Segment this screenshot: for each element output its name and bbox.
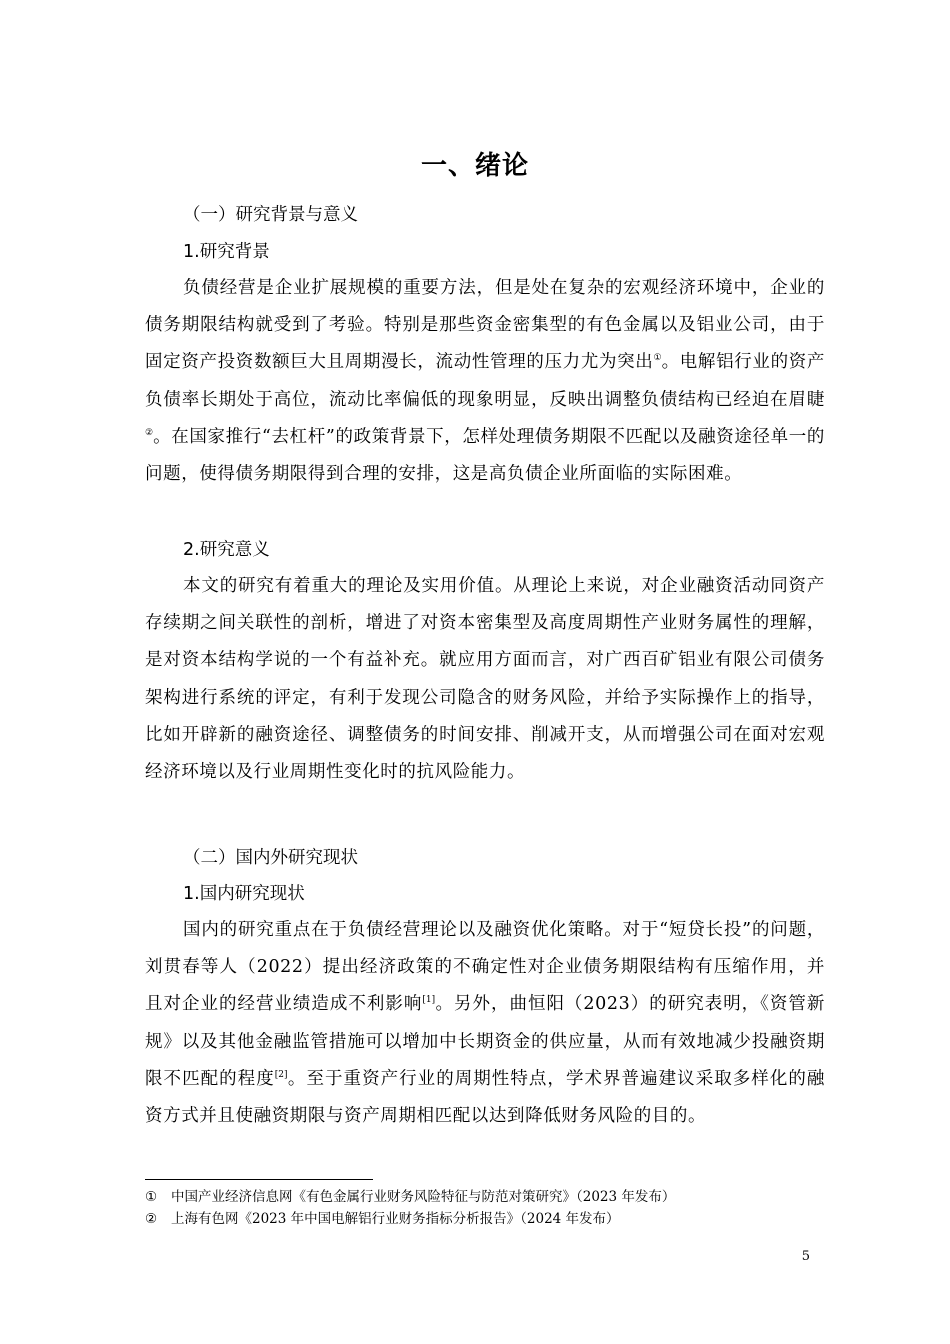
paragraph-text: 国内的研究重点在于负债经营理论以及融资优化策略。对于“短贷长投”的问题，刘贯春等人（2022）提出经济政策的不确定性对企业债务期限结构有压缩作用，并且对企业的经营业绩造成不利影响	[145, 920, 825, 1015]
paragraph-domestic-research	[145, 912, 825, 1135]
subsection-heading-research-significance: 2.研究意义	[183, 540, 270, 560]
footnote-mark: ②	[145, 1211, 158, 1227]
paragraph-text: 。电解铝行业的资产负债率长期处于高位，流动比率偏低的现象明显，反映出调整负债结构已经迫在眉睫	[145, 352, 825, 410]
footnote-mark: ①	[145, 1189, 158, 1205]
subsection-heading-research-background: 1.研究背景	[183, 242, 270, 262]
footnote-text: 上海有色网《2023 年中国电解铝行业财务指标分析报告》（2024 年发布）	[171, 1211, 620, 1227]
paragraph-research-significance	[145, 568, 825, 791]
footnote-1	[145, 1187, 675, 1207]
paragraph-text: 负债经营是企业扩展规模的重要方法，但是处在复杂的宏观经济环境中，企业的债务期限结构就受到了考验。特别是那些资金密集型的有色金属以及铝业公司，由于固定资产投资数额巨大且周期漫长，流动性管理的压力尤为突出	[145, 278, 825, 373]
citation-ref-2[interactable]: [2]	[274, 1069, 288, 1080]
footnote-ref-2[interactable]: ②	[145, 427, 154, 438]
page-number: 5	[801, 1249, 810, 1264]
section-heading-literature-review: （二）国内外研究现状	[183, 848, 358, 868]
footnote-separator	[145, 1179, 373, 1180]
footnote-text: 中国产业经济信息网《有色金属行业财务风险特征与防范对策研究》（2023 年发布）	[171, 1189, 676, 1205]
subsection-heading-domestic-research: 1.国内研究现状	[183, 884, 305, 904]
chapter-title: 一、绪论	[420, 151, 529, 181]
paragraph-text: 本文的研究有着重大的理论及实用价值。从理论上来说，对企业融资活动同资产存续期之间关联性的剖析，增进了对资本密集型及高度周期性产业财务属性的理解，是对资本结构学说的一个有益补充。就应用方面而言，对广西百矿铝业有限公司债务架构进行系统的评定，有利于发现公司隐含的财务风险，并给予实际操作上的指导，比如开辟新的融资途径、调整债务的时间安排、削减开支，从而增强公司在面对宏观经济环境以及行业周期性变化时的抗风险能力。	[145, 576, 825, 783]
paragraph-text: 。在国家推行“去杠杆”的政策背景下，怎样处理债务期限不匹配以及融资途径单一的问题，使得债务期限得到合理的安排，这是高负债企业所面临的实际困难。	[145, 426, 825, 485]
footnote-2	[145, 1209, 620, 1229]
paragraph-research-background	[145, 270, 825, 493]
paragraph-text: 。另外，曲恒阳（2023）的研究表明，《资管新规》以及其他金融监管措施可以增加中长期资金的供应量，从而有效地减少投融资期限不匹配的程度	[145, 994, 825, 1089]
footnote-ref-1[interactable]: ①	[653, 353, 662, 364]
paragraph-text: 。至于重资产行业的周期性特点，学术界普遍建议采取多样化的融资方式并且使融资期限与资产周期相匹配以达到降低财务风险的目的。	[145, 1068, 825, 1127]
section-heading-background: （一）研究背景与意义	[183, 205, 358, 225]
citation-ref-1[interactable]: [1]	[422, 995, 436, 1006]
